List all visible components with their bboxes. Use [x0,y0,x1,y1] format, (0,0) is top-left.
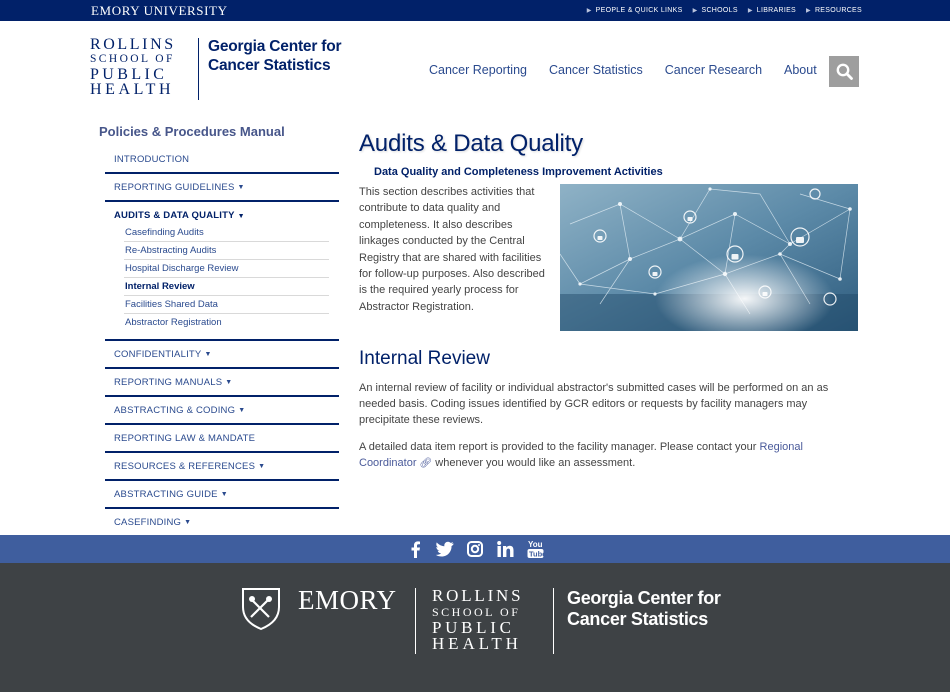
sidebar-item-casefinding[interactable]: CASEFINDING ▼ [105,509,339,537]
libraries-link[interactable]: ▶ LIBRARIES [747,7,797,14]
sidebar-subitem-facilities-shared-data[interactable]: Facilities Shared Data [124,296,329,314]
sidebar-group-audits [105,202,339,341]
sidebar-item-reporting-guidelines[interactable]: REPORTING GUIDELINES ▼ [105,174,339,202]
nav-about[interactable]: About [784,63,817,77]
linkedin-icon[interactable] [496,540,514,558]
caret-down-icon: ▼ [237,213,245,220]
triangle-icon: ▶ [806,8,811,14]
sidebar-item-abstracting-coding[interactable]: ABSTRACTING & CODING ▼ [105,397,339,425]
intro-text: This section describes activities that contribute to data quality and completeness. It also describes linkages conducted by the Central Registry that are shared with facilities for follow-up purposes. Also described is the required yearly process for Abstractor Registration. [359,186,545,313]
top-bar [0,0,950,21]
facebook-icon[interactable] [406,540,424,558]
twitter-icon[interactable] [436,540,454,558]
triangle-icon: ▶ [692,8,698,14]
caret-down-icon: ▼ [225,379,233,386]
svg-text:You: You [527,540,543,549]
search-icon [836,63,853,80]
caret-down-icon: ▼ [238,407,246,414]
sidebar-item-resources-references[interactable]: RESOURCES & REFERENCES ▼ [105,453,339,481]
site-footer [0,563,950,692]
section-title: Internal Review [359,348,490,369]
paragraph-1: An internal review of facility or individual abstractor's submitted cases will be performed on an as needed basis. Coding issues identified by GCR editors or requests by facility managers may precipitate these reviews. [359,382,829,427]
paragraph-2: A detailed data item report is provided to the facility manager. Please contact your Regional Coordinator 🔗︎ whenever you would like an assessment. [359,440,803,469]
nav-cancer-research[interactable]: Cancer Research [664,63,763,77]
emory-university-link[interactable]: EMORY UNIVERSITY [91,3,228,18]
triangle-icon: ▶ [747,8,753,14]
people-quick-links-link[interactable]: ▶ PEOPLE & QUICK LINKS [586,7,683,14]
sidebar-item-reporting-law-mandate[interactable]: REPORTING LAW & MANDATE [105,425,339,453]
resources-link[interactable]: ▶ RESOURCES [806,7,862,14]
page-subtitle: Data Quality and Completeness Improvement Activities [374,166,663,178]
sidebar-item-reporting-manuals[interactable]: REPORTING MANUALS ▼ [105,369,339,397]
page-title: Audits & Data Quality [359,130,583,157]
nav-cancer-statistics[interactable]: Cancer Statistics [548,63,643,77]
sidebar-subitem-internal-review[interactable]: Internal Review [124,278,329,296]
caret-down-icon: ▼ [204,351,212,358]
sidebar-item-introduction[interactable]: INTRODUCTION [105,146,339,174]
logo-divider [198,38,199,100]
caret-down-icon: ▼ [237,184,245,191]
emory-shield-icon [241,587,281,631]
sidebar-item-abstracting-guide[interactable]: ABSTRACTING GUIDE ▼ [105,481,339,509]
search-button[interactable] [829,56,859,87]
sidebar-title: Policies & Procedures Manual [99,124,285,139]
sidebar-item-confidentiality[interactable]: CONFIDENTIALITY ▼ [105,341,339,369]
footer-rollins-logo[interactable]: ROLLINS SCHOOL OF PUBLIC HEALTH [432,586,524,653]
external-link-icon: 🔗︎ [419,457,433,469]
caret-down-icon: ▼ [220,491,228,498]
footer-gccs-logo[interactable]: Georgia Center for Cancer Statistics [567,588,721,629]
footer-divider [415,588,416,654]
nav-cancer-reporting[interactable]: Cancer Reporting [429,63,527,77]
main-nav [429,63,839,77]
caret-down-icon: ▼ [258,463,266,470]
gccs-logo[interactable]: Georgia Center for Cancer Statistics [208,38,342,74]
network-security-image [560,184,858,331]
sidebar-subitem-abstractor-registration[interactable]: Abstractor Registration [125,317,222,328]
social-bar [0,535,950,563]
svg-text:Tube: Tube [528,549,546,559]
sidebar-item-audits-data-quality[interactable]: AUDITS & DATA QUALITY ▼ [114,210,245,221]
utility-links [587,7,862,14]
intro-section [359,184,859,334]
sidebar-subitem-re-abstracting-audits[interactable]: Re-Abstracting Audits [124,242,329,260]
main-content [359,130,859,472]
triangle-icon: ▶ [586,8,592,14]
youtube-icon[interactable] [526,540,544,558]
instagram-icon[interactable] [466,540,484,558]
site-header [0,21,950,114]
sidebar-subitem-casefinding-audits[interactable]: Casefinding Audits [124,224,329,242]
schools-link[interactable]: ▶ SCHOOLS [692,7,738,14]
regional-coordinator-link[interactable]: Regional Coordinator 🔗︎ [359,440,803,469]
rollins-logo[interactable]: ROLLINS SCHOOL OF PUBLIC HEALTH [90,36,176,98]
sidebar [99,124,339,537]
sidebar-subitem-hospital-discharge-review[interactable]: Hospital Discharge Review [124,260,329,278]
footer-emory-logo[interactable]: EMORY [298,585,397,615]
caret-down-icon: ▼ [184,519,192,526]
footer-divider [553,588,554,654]
